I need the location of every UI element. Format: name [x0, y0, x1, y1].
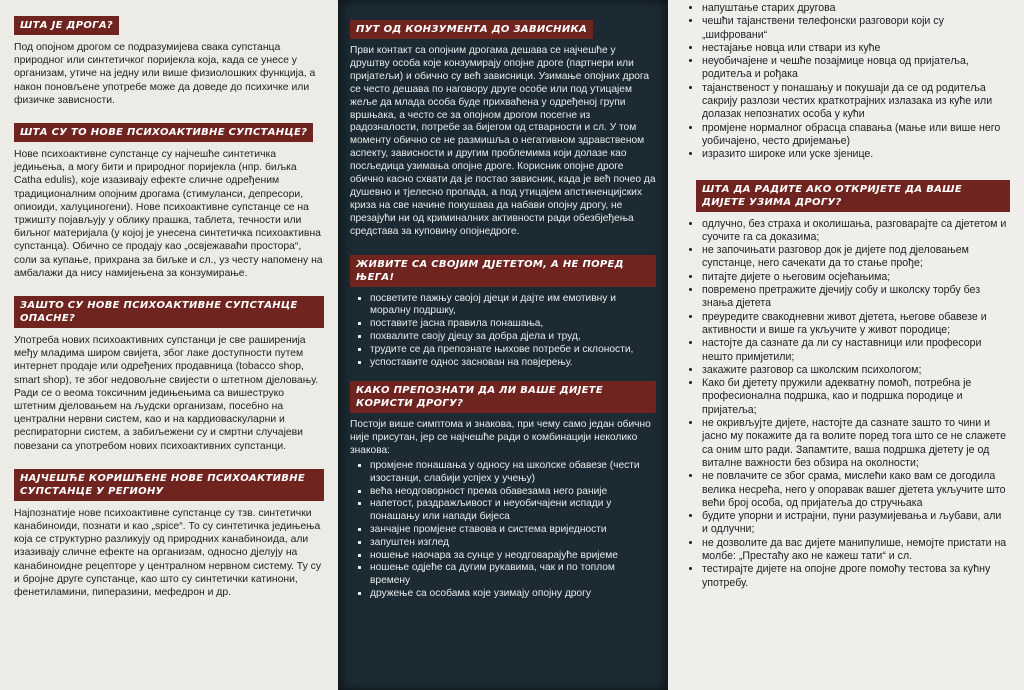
- list-item: • не започињати разговор док је дијете под дјеловањем супстанце, него сачекати да то стање прође;: [702, 244, 1010, 271]
- list-item: • изразито широке или уске зјенице.: [702, 148, 1010, 161]
- section-heading: КАКО ПРЕПОЗНАТИ ДА ЛИ ВАШЕ ДИЈЕТЕ КОРИСТИ ДРОГУ?: [350, 381, 656, 413]
- section-heading: ЗАШТО СУ НОВЕ ПСИХОАКТИВНЕ СУПСТАНЦЕ ОПАСНЕ?: [14, 296, 324, 328]
- list-item: • не дозволите да вас дијете манипулише, немојте пристати на молбе: „Престаћу ако не кажеш тати“ и сл.: [702, 537, 1010, 564]
- list-item: • настојте да сазнате да ли су наставници или професори нешто примјетили;: [702, 337, 1010, 364]
- section-heading: ЖИВИТЕ СА СВОЈИМ ДЈЕТЕТОМ, А НЕ ПОРЕД ЊЕГА!: [350, 255, 656, 287]
- section-text: Употреба нових психоактивних супстанци је све раширенија међу младима широм свијета, због лаке доступности путем интернет продаје или одређених продавница (tobacco shop, smart shop), те због недовољне свијести о штетном дјеловању. Ради се о веома токсичним једињењима са вишеструко штетним дјеловањем на људски организам, посебно на централни нервни систем, као и на кардиоваскуларни и респираторни систем, а забиљежени су и смртни случајеви повезани са употребом нових психоактивних супстанци.: [14, 335, 319, 452]
- section-text: Нове психоактивне супстанце су најчешће синтетичка једињења, а могу бити и природног поријекла (нпр. биљка Catha edulis), које изазивају ефекте сличне одређеним традиционалним опојним дрогама (стимуланси, депресори, опиоиди, халуциногени). Нове психоактивне супстанце се на тржишту појављују у облику прашка, таблета, течности или биљног материјала (у којој је унесена синтетичка психоактивна супстанца). Обично се продају као „освјежаваћи простора“, соли за купање, прихрана за биљке и сл., уз честу напомену на амбалажи да нису намијењена за конзумирање.: [14, 149, 323, 279]
- section-text: Први контакт са опојним дрогама дешава се најчешће у друштву особа које конзумирају опојне дроге (партнери или пријатељи) и обично су већ зависници. Узимање опојних дрога се често дешава по наговору друге особе или под утицајем жеље да млада особа буде прихваћена у одређеној групи вршњака, а често се за опојном дрогом посегне из радозналости, потребе за бијегом од стварности и сл. У том моменту обично се не размишља о негативном здравственом аспекту, зависности и другим проблемима који долазе као посљедица узимања опојне дроге. Корисник опојне дроге обично касно схвати да је постао зависник, када је већ почео да душевно и тјелесно пропада, а под утицајем апстиненцијских криза на све начине покушава да набави опојну дрогу, не презајући ни од криминалних активности ради обезбјеђења средстава за куповину опојнедроге.: [350, 45, 656, 237]
- list-item: ▪ занчајне промјене ставова и система вриједности: [370, 524, 656, 537]
- list-item: • закажите разговор са школским психологом;: [702, 364, 1010, 377]
- list-item: ▪ ношење одјеће са дугим рукавима, чак и по топлом времену: [370, 562, 656, 588]
- list-item: • чешћи тајанствени телефонски разговори који су „шифровани“: [702, 15, 1010, 42]
- list-item: • питајте дијете о његовим осјећањима;: [702, 271, 1010, 284]
- list-item: • неуобичајене и чешће позајмице новца од пријатеља, родитеља и рођака: [702, 55, 1010, 82]
- list-item: • не окривљујте дијете, настојте да сазнате зашто то чини и јасно му покажите да га волите поред тога што се не слажете са оним што ради. Запамтите, ваша подршка дјетету је од виталне важности без обзира на околности;: [702, 417, 1010, 470]
- list-item: • нестајање новца или ствари из куће: [702, 42, 1010, 55]
- list-item: • одлучно, без страха и околишања, разговарајте са дјететом и суочите га са доказима;: [702, 218, 1010, 245]
- list-item: ▪ напетост, раздражљивост и неуобичајени испади у понашању или напади бијеса: [370, 498, 656, 524]
- list-item: ▪ посветите пажњу својој дјеци и дајте им емотивну и моралну подршку,: [370, 293, 656, 319]
- list-item: ▪ поставите јасна правила понашања,: [370, 318, 656, 331]
- section-heading: ШТА ДА РАДИТЕ АКО ОТКРИЈЕТЕ ДА ВАШЕ ДИЈЕТЕ УЗИМА ДРОГУ?: [696, 180, 1010, 212]
- panel-middle: [338, 0, 668, 690]
- list-item: ▪ промјене понашања у односу на школске обавезе (чести изостанци, слабији успјех у учењу): [370, 460, 656, 486]
- section-heading: ПУТ ОД КОНЗУМЕНТА ДО ЗАВИСНИКА: [350, 20, 593, 39]
- list-item: ▪ успоставите однос заснован на повјерењу.: [370, 357, 656, 370]
- list-item: • повремено претражите дјечију собу и школску торбу без знања дјетета: [702, 284, 1010, 311]
- bullet-list: [682, 2, 1010, 162]
- list-item: • тајанственост у понашању и покушаји да се од родитеља сакрију разлози честих краткотрајних излазака из куће или долазак непознатих особа у кући: [702, 82, 1010, 122]
- section-heading: НАЈЧЕШЋЕ КОРИШЋЕНЕ НОВЕ ПСИХОАКТИВНЕ СУПСТАНЦЕ У РЕГИОНУ: [14, 469, 324, 501]
- section-text: Постоји више симптома и знакова, при чему само један обично није присутан, јер се најчешће ради о комбинацији неколико знакова:: [350, 419, 651, 457]
- bullet-list: [350, 293, 656, 370]
- list-item: ▪ дружење са особама које узимају опојну дрогу: [370, 588, 656, 601]
- list-item: ▪ запуштен изглед: [370, 537, 656, 550]
- list-item: ▪ већа неодговорност према обавезама него раније: [370, 486, 656, 499]
- bullet-list: [682, 218, 1010, 590]
- panel-left: [0, 0, 338, 690]
- section-text: Најпознатије нове психоактивне супстанце су тзв. синтетички канабиноиди, познати и као „spice“. То су синтетичка једињења која се структурно разликују од природних канабиноида, али изазивају сличне ефекте на организам, односно дјелују на канабиноидне рецепторе у централном нервном систему. Ту су и бројне друге супстанце, као што су синтетички катинони, фенетиламини, пиперазини, мефедрон и др.: [14, 507, 322, 599]
- list-item: • не повлачите се због срама, мислећи како вам се догодила велика несрећа, него у опоравак вашег дјетета укључите што већи број особа, од пријатеља до стручњака: [702, 470, 1010, 510]
- list-item: • будите упорни и истрајни, пуни разумијевања и љубави, али и одлучни;: [702, 510, 1010, 537]
- bullet-list: [350, 460, 656, 601]
- list-item: ▪ ношење наочара за сунце у неодговарајуће вријеме: [370, 550, 656, 563]
- list-item: • преуредите свакодневни живот дјетета, његове обавезе и активности и више га укључите у живот породице;: [702, 311, 1010, 338]
- list-item: • напуштање старих другова: [702, 2, 1010, 15]
- list-item: ▪ трудите се да препознате њихове потребе и склоности,: [370, 344, 656, 357]
- section-text: Под опојном дрогом се подразумијева свака супстанца природног или синтетичког поријекла која, када се унесе у организам, утиче на једну или више физиолошких функција, а након поновљене употребе може да доведе до психичке или физичке зависности.: [14, 42, 316, 106]
- list-item: • Како би дјетету пружили адекватну помоћ, потребна је професионална подршка, као и подршка породице и пријатеља;: [702, 377, 1010, 417]
- section-heading: ШТА СУ ТО НОВЕ ПСИХОАКТИВНЕ СУПСТАНЦЕ?: [14, 123, 313, 142]
- list-item: • промјене нормалног обрасца спавања (мање или више него уобичајено, често дријемање): [702, 122, 1010, 149]
- panel-right: [668, 0, 1024, 690]
- list-item: ▪ похвалите своју дјецу за добра дјела и труд,: [370, 331, 656, 344]
- list-item: • тестирајте дијете на опојне дроге помоћу тестова за кућну употребу.: [702, 563, 1010, 590]
- section-heading: ШТА ЈЕ ДРОГА?: [14, 16, 119, 35]
